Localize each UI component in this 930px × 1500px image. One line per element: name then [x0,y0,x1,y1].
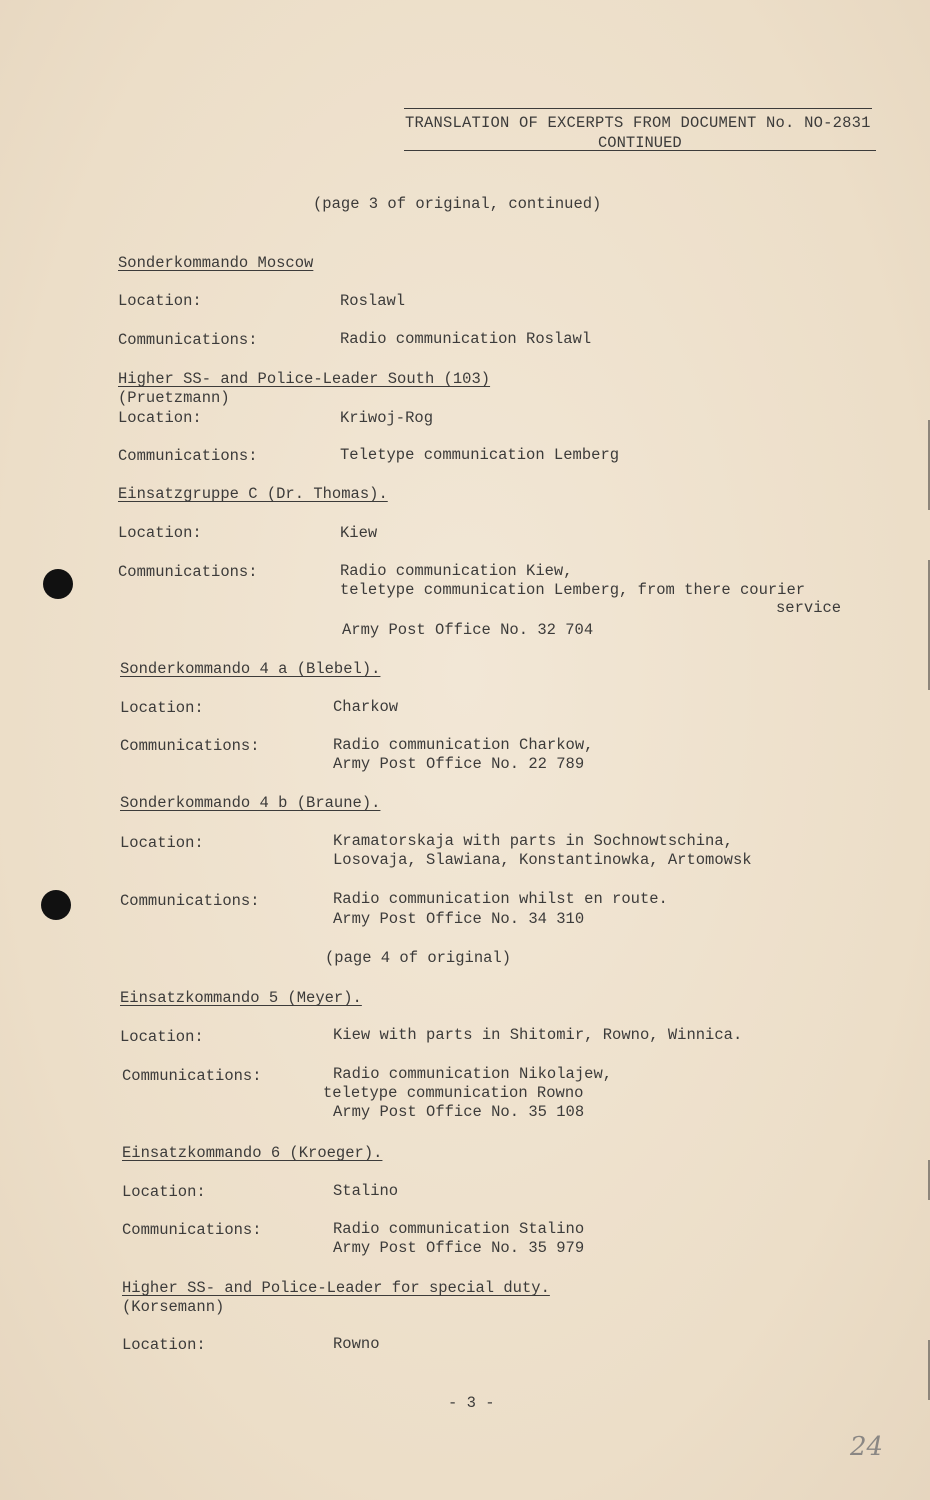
location-value-line1: Kramatorskaja with parts in Sochnowtschina, [333,832,733,850]
communications-value-line2: teletype communication Rowno [323,1084,584,1102]
punch-hole [41,890,71,920]
punch-hole [43,569,73,599]
location-label: Location: [122,1183,206,1201]
communications-value-line1: Radio communication Nikolajew, [333,1065,613,1083]
location-label: Location: [120,834,204,852]
location-value: Roslawl [340,292,406,310]
location-label: Location: [118,292,202,310]
location-label: Location: [118,409,202,427]
header-rule-bottom [404,150,876,151]
communications-value-line1: Radio communication whilst en route. [333,890,668,908]
army-post-office: Army Post Office No. 34 310 [333,910,585,928]
section-heading: Einsatzkommando 6 (Kroeger). [122,1144,383,1162]
communications-label: Communications: [122,1221,262,1239]
army-post-office: Army Post Office No. 35 108 [333,1103,585,1121]
location-label: Location: [122,1336,206,1354]
section-subheading: (Pruetzmann) [118,389,230,407]
location-value: Kriwoj-Rog [340,409,434,427]
handwritten-page-number: 24 [850,1432,884,1462]
communications-label: Communications: [118,563,258,581]
page-note-4: (page 4 of original) [325,949,512,967]
location-value: Charkow [333,698,399,716]
location-value: Rowno [333,1335,380,1353]
communications-value-line1: Radio communication Stalino [333,1220,585,1238]
location-value: Kiew [340,524,378,542]
page-number: - 3 - [448,1394,495,1412]
communications-label: Communications: [122,1067,262,1085]
section-subheading: (Korsemann) [122,1298,225,1316]
army-post-office: Army Post Office No. 32 704 [342,621,594,639]
communications-label: Communications: [118,447,258,465]
communications-value-line2: teletype communication Lemberg, from there courier [340,581,806,599]
page-note-continued: (page 3 of original, continued) [313,195,602,213]
location-label: Location: [120,699,204,717]
communications-value-line1: Radio communication Kiew, [340,562,573,580]
army-post-office: Army Post Office No. 22 789 [333,755,585,773]
section-heading: Einsatzkommando 5 (Meyer). [120,989,362,1007]
section-heading: Sonderkommando Moscow [118,254,314,272]
document-title: TRANSLATION OF EXCERPTS FROM DOCUMENT No. NO-2831 [405,114,871,132]
location-value: Kiew with parts in Shitomir, Rowno, Winnica. [333,1026,743,1044]
section-heading: Sonderkommando 4 a (Blebel). [120,660,381,678]
location-label: Location: [118,524,202,542]
communications-label: Communications: [120,737,260,755]
location-value: Stalino [333,1182,399,1200]
document-title-continued: CONTINUED [598,134,682,152]
location-label: Location: [120,1028,204,1046]
communications-value-line1: Radio communication Charkow, [333,736,594,754]
communications-label: Communications: [118,331,258,349]
section-heading: Higher SS- and Police-Leader for special duty. [122,1279,550,1297]
communications-value-line3: service [776,599,842,617]
location-value-line2: Losovaja, Slawiana, Konstantinowka, Artomowsk [333,851,752,869]
section-heading: Sonderkommando 4 b (Braune). [120,794,381,812]
communications-value: Teletype communication Lemberg [340,446,620,464]
army-post-office: Army Post Office No. 35 979 [333,1239,585,1257]
communications-label: Communications: [120,892,260,910]
section-heading: Einsatzgruppe C (Dr. Thomas). [118,485,388,503]
section-heading: Higher SS- and Police-Leader South (103) [118,370,491,388]
communications-value: Radio communication Roslawl [340,330,592,348]
header-rule-top [404,108,872,109]
